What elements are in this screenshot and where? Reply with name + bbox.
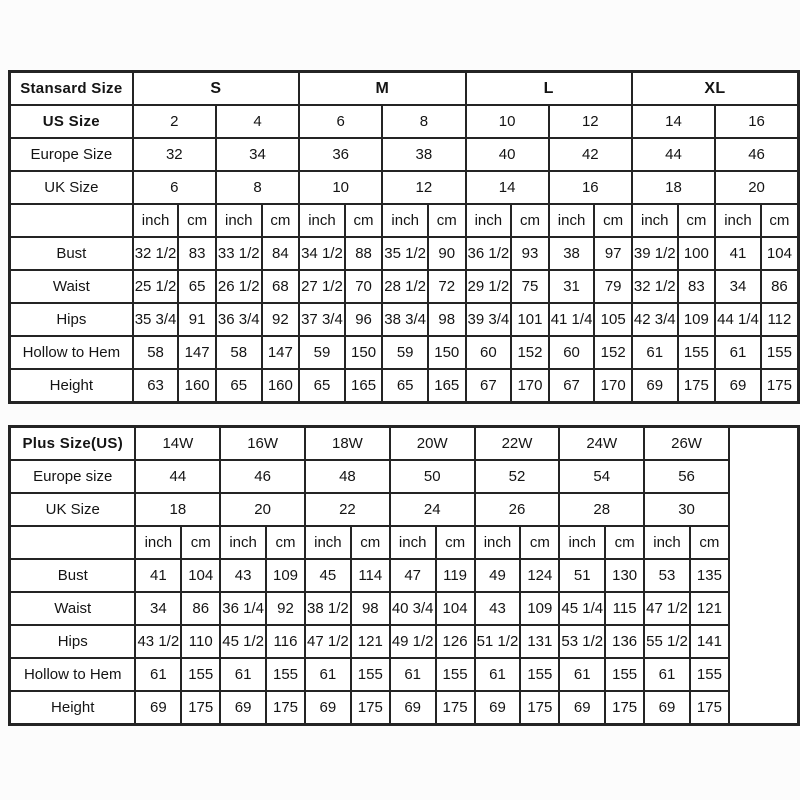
value-cell: 26 <box>475 493 560 526</box>
value-cell: 104 <box>436 592 475 625</box>
value-cell: 4 <box>216 105 299 138</box>
standard-size-table <box>8 70 800 404</box>
value-cell: 49 1/2 <box>390 625 436 658</box>
unit-header-cell: inch <box>466 204 512 237</box>
value-cell: 70 <box>345 270 382 303</box>
value-cell: 38 3/4 <box>382 303 428 336</box>
value-cell: 14 <box>632 105 715 138</box>
value-cell: 40 3/4 <box>390 592 436 625</box>
value-cell: 20 <box>715 171 798 204</box>
unit-header-cell: inch <box>220 526 266 559</box>
value-cell: 14 <box>466 171 549 204</box>
value-cell: 44 <box>632 138 715 171</box>
unit-header-cell: inch <box>135 526 181 559</box>
value-cell: 109 <box>266 559 305 592</box>
value-cell: 12 <box>382 171 465 204</box>
value-cell: 155 <box>690 658 729 691</box>
unit-header-cell: inch <box>715 204 761 237</box>
value-cell: 46 <box>220 460 305 493</box>
value-cell: 53 1/2 <box>559 625 605 658</box>
value-cell: 45 <box>305 559 351 592</box>
value-cell: 61 <box>390 658 436 691</box>
unit-header-cell: inch <box>382 204 428 237</box>
value-cell: 32 1/2 <box>133 237 179 270</box>
unit-header-cell: inch <box>299 204 345 237</box>
table-row <box>10 460 799 493</box>
value-cell: 68 <box>262 270 299 303</box>
row-label-cell: Hollow to Hem <box>10 658 136 691</box>
value-cell: 44 1/4 <box>715 303 761 336</box>
value-cell: 136 <box>605 625 644 658</box>
table-row <box>10 427 799 461</box>
value-cell: 43 <box>220 559 266 592</box>
value-cell: 42 3/4 <box>632 303 678 336</box>
row-label-cell: Bust <box>10 237 133 270</box>
value-cell: 155 <box>351 658 390 691</box>
row-label-cell <box>10 204 133 237</box>
value-cell: 155 <box>761 336 799 369</box>
value-cell: 30 <box>644 493 729 526</box>
value-cell: 121 <box>351 625 390 658</box>
value-cell: 101 <box>511 303 548 336</box>
value-cell: 61 <box>135 658 181 691</box>
row-label-cell: Waist <box>10 270 133 303</box>
value-cell: 150 <box>428 336 465 369</box>
unit-header-cell: cm <box>351 526 390 559</box>
value-cell: 88 <box>345 237 382 270</box>
value-cell: 104 <box>181 559 220 592</box>
value-cell: 93 <box>511 237 548 270</box>
unit-header-cell: inch <box>390 526 436 559</box>
value-cell: 79 <box>594 270 631 303</box>
unit-header-cell: inch <box>549 204 595 237</box>
value-cell: 18 <box>632 171 715 204</box>
size-group-header-cell: 18W <box>305 427 390 461</box>
table-row <box>10 691 799 725</box>
value-cell: 52 <box>475 460 560 493</box>
value-cell: 28 <box>559 493 644 526</box>
value-cell: 61 <box>559 658 605 691</box>
table-row <box>10 270 799 303</box>
value-cell: 69 <box>305 691 351 725</box>
unit-header-cell: cm <box>345 204 382 237</box>
row-label-cell: US Size <box>10 105 133 138</box>
value-cell: 155 <box>436 658 475 691</box>
table-row <box>10 237 799 270</box>
value-cell: 175 <box>678 369 715 403</box>
value-cell: 131 <box>520 625 559 658</box>
value-cell: 54 <box>559 460 644 493</box>
value-cell: 16 <box>549 171 632 204</box>
row-label-cell: Europe size <box>10 460 136 493</box>
value-cell: 65 <box>216 369 262 403</box>
value-cell: 75 <box>511 270 548 303</box>
value-cell: 51 1/2 <box>475 625 521 658</box>
unit-header-cell: cm <box>678 204 715 237</box>
unit-header-cell: cm <box>436 526 475 559</box>
value-cell: 36 1/4 <box>220 592 266 625</box>
table-row <box>10 493 799 526</box>
value-cell: 67 <box>549 369 595 403</box>
value-cell: 175 <box>181 691 220 725</box>
value-cell: 124 <box>520 559 559 592</box>
value-cell: 105 <box>594 303 631 336</box>
value-cell: 36 <box>299 138 382 171</box>
table-row <box>10 303 799 336</box>
value-cell: 22 <box>305 493 390 526</box>
value-cell: 155 <box>605 658 644 691</box>
value-cell: 61 <box>632 336 678 369</box>
value-cell: 175 <box>520 691 559 725</box>
value-cell: 61 <box>475 658 521 691</box>
value-cell: 58 <box>216 336 262 369</box>
table-row <box>10 625 799 658</box>
value-cell: 38 <box>549 237 595 270</box>
value-cell: 175 <box>266 691 305 725</box>
row-label-cell: Hips <box>10 303 133 336</box>
value-cell: 38 <box>382 138 465 171</box>
value-cell: 31 <box>549 270 595 303</box>
value-cell: 53 <box>644 559 690 592</box>
value-cell: 141 <box>690 625 729 658</box>
value-cell: 90 <box>428 237 465 270</box>
value-cell: 55 1/2 <box>644 625 690 658</box>
value-cell: 98 <box>428 303 465 336</box>
value-cell: 165 <box>345 369 382 403</box>
value-cell: 28 1/2 <box>382 270 428 303</box>
value-cell: 45 1/2 <box>220 625 266 658</box>
value-cell: 69 <box>715 369 761 403</box>
table-row <box>10 171 799 204</box>
table-row <box>10 526 799 559</box>
value-cell: 175 <box>351 691 390 725</box>
value-cell: 8 <box>216 171 299 204</box>
value-cell: 147 <box>178 336 215 369</box>
value-cell: 86 <box>181 592 220 625</box>
value-cell: 41 <box>135 559 181 592</box>
value-cell: 91 <box>178 303 215 336</box>
size-group-header-cell: L <box>466 72 632 106</box>
unit-header-cell: cm <box>181 526 220 559</box>
value-cell: 160 <box>178 369 215 403</box>
value-cell: 59 <box>299 336 345 369</box>
unit-header-cell: inch <box>133 204 179 237</box>
value-cell: 42 <box>549 138 632 171</box>
value-cell: 109 <box>678 303 715 336</box>
unit-header-cell: cm <box>520 526 559 559</box>
value-cell: 152 <box>511 336 548 369</box>
size-group-header-cell: XL <box>632 72 799 106</box>
value-cell: 35 3/4 <box>133 303 179 336</box>
value-cell: 33 1/2 <box>216 237 262 270</box>
size-group-header-cell: 20W <box>390 427 475 461</box>
value-cell: 155 <box>678 336 715 369</box>
row-label-cell: Plus Size(US) <box>10 427 136 461</box>
value-cell: 155 <box>520 658 559 691</box>
value-cell: 152 <box>594 336 631 369</box>
value-cell: 25 1/2 <box>133 270 179 303</box>
value-cell: 69 <box>135 691 181 725</box>
unit-header-cell: inch <box>216 204 262 237</box>
value-cell: 155 <box>266 658 305 691</box>
unit-header-cell: cm <box>690 526 729 559</box>
row-label-cell: Height <box>10 369 133 403</box>
size-group-header-cell: S <box>133 72 299 106</box>
table-row <box>10 658 799 691</box>
value-cell: 61 <box>220 658 266 691</box>
value-cell: 6 <box>133 171 216 204</box>
unit-header-cell: inch <box>305 526 351 559</box>
value-cell: 69 <box>632 369 678 403</box>
empty-cell <box>729 427 799 725</box>
value-cell: 43 1/2 <box>135 625 181 658</box>
value-cell: 16 <box>715 105 798 138</box>
value-cell: 34 <box>216 138 299 171</box>
row-label-cell: Waist <box>10 592 136 625</box>
size-group-header-cell: 16W <box>220 427 305 461</box>
value-cell: 12 <box>549 105 632 138</box>
value-cell: 40 <box>466 138 549 171</box>
value-cell: 130 <box>605 559 644 592</box>
value-cell: 41 <box>715 237 761 270</box>
value-cell: 48 <box>305 460 390 493</box>
value-cell: 175 <box>761 369 799 403</box>
value-cell: 41 1/4 <box>549 303 595 336</box>
size-group-header-cell: 24W <box>559 427 644 461</box>
value-cell: 61 <box>715 336 761 369</box>
value-cell: 86 <box>761 270 799 303</box>
value-cell: 175 <box>436 691 475 725</box>
unit-header-cell: cm <box>266 526 305 559</box>
table-row <box>10 138 799 171</box>
value-cell: 69 <box>644 691 690 725</box>
value-cell: 10 <box>299 171 382 204</box>
value-cell: 175 <box>690 691 729 725</box>
value-cell: 116 <box>266 625 305 658</box>
value-cell: 32 <box>133 138 216 171</box>
value-cell: 32 1/2 <box>632 270 678 303</box>
value-cell: 51 <box>559 559 605 592</box>
row-label-cell: Bust <box>10 559 136 592</box>
row-label-cell: Height <box>10 691 136 725</box>
value-cell: 39 1/2 <box>632 237 678 270</box>
value-cell: 150 <box>345 336 382 369</box>
table-row <box>10 559 799 592</box>
value-cell: 83 <box>678 270 715 303</box>
value-cell: 69 <box>475 691 521 725</box>
value-cell: 114 <box>351 559 390 592</box>
value-cell: 147 <box>262 336 299 369</box>
value-cell: 61 <box>644 658 690 691</box>
value-cell: 175 <box>605 691 644 725</box>
unit-header-cell: inch <box>475 526 521 559</box>
value-cell: 155 <box>181 658 220 691</box>
size-group-header-cell: 26W <box>644 427 729 461</box>
value-cell: 10 <box>466 105 549 138</box>
value-cell: 92 <box>262 303 299 336</box>
value-cell: 47 <box>390 559 436 592</box>
row-label-cell: Stansard Size <box>10 72 133 106</box>
value-cell: 39 3/4 <box>466 303 512 336</box>
value-cell: 97 <box>594 237 631 270</box>
value-cell: 50 <box>390 460 475 493</box>
unit-header-cell: inch <box>644 526 690 559</box>
row-label-cell: Hips <box>10 625 136 658</box>
value-cell: 69 <box>220 691 266 725</box>
value-cell: 170 <box>594 369 631 403</box>
value-cell: 20 <box>220 493 305 526</box>
value-cell: 8 <box>382 105 465 138</box>
value-cell: 49 <box>475 559 521 592</box>
value-cell: 6 <box>299 105 382 138</box>
unit-header-cell: cm <box>511 204 548 237</box>
value-cell: 35 1/2 <box>382 237 428 270</box>
value-cell: 119 <box>436 559 475 592</box>
unit-header-cell: cm <box>178 204 215 237</box>
value-cell: 109 <box>520 592 559 625</box>
value-cell: 121 <box>690 592 729 625</box>
value-cell: 65 <box>382 369 428 403</box>
value-cell: 67 <box>466 369 512 403</box>
value-cell: 37 3/4 <box>299 303 345 336</box>
value-cell: 83 <box>178 237 215 270</box>
value-cell: 126 <box>436 625 475 658</box>
value-cell: 26 1/2 <box>216 270 262 303</box>
unit-header-cell: cm <box>594 204 631 237</box>
value-cell: 110 <box>181 625 220 658</box>
row-label-cell <box>10 526 136 559</box>
value-cell: 98 <box>351 592 390 625</box>
value-cell: 165 <box>428 369 465 403</box>
table-row <box>10 592 799 625</box>
value-cell: 69 <box>559 691 605 725</box>
value-cell: 100 <box>678 237 715 270</box>
unit-header-cell: inch <box>632 204 678 237</box>
value-cell: 59 <box>382 336 428 369</box>
value-cell: 84 <box>262 237 299 270</box>
value-cell: 47 1/2 <box>305 625 351 658</box>
unit-header-cell: cm <box>605 526 644 559</box>
value-cell: 29 1/2 <box>466 270 512 303</box>
value-cell: 34 <box>715 270 761 303</box>
value-cell: 112 <box>761 303 799 336</box>
table-row <box>10 105 799 138</box>
value-cell: 160 <box>262 369 299 403</box>
value-cell: 18 <box>135 493 220 526</box>
value-cell: 58 <box>133 336 179 369</box>
value-cell: 65 <box>299 369 345 403</box>
row-label-cell: Hollow to Hem <box>10 336 133 369</box>
size-group-header-cell: M <box>299 72 465 106</box>
row-label-cell: Europe Size <box>10 138 133 171</box>
value-cell: 43 <box>475 592 521 625</box>
value-cell: 36 1/2 <box>466 237 512 270</box>
table-row <box>10 72 799 106</box>
size-group-header-cell: 22W <box>475 427 560 461</box>
value-cell: 92 <box>266 592 305 625</box>
value-cell: 65 <box>178 270 215 303</box>
value-cell: 38 1/2 <box>305 592 351 625</box>
value-cell: 24 <box>390 493 475 526</box>
unit-header-cell: cm <box>428 204 465 237</box>
value-cell: 96 <box>345 303 382 336</box>
value-cell: 60 <box>549 336 595 369</box>
value-cell: 34 <box>135 592 181 625</box>
value-cell: 36 3/4 <box>216 303 262 336</box>
value-cell: 2 <box>133 105 216 138</box>
value-cell: 69 <box>390 691 436 725</box>
value-cell: 45 1/4 <box>559 592 605 625</box>
value-cell: 170 <box>511 369 548 403</box>
unit-header-cell: cm <box>761 204 799 237</box>
plus-size-table <box>8 425 800 726</box>
value-cell: 34 1/2 <box>299 237 345 270</box>
value-cell: 46 <box>715 138 798 171</box>
table-row <box>10 204 799 237</box>
table-row <box>10 336 799 369</box>
unit-header-cell: inch <box>559 526 605 559</box>
value-cell: 27 1/2 <box>299 270 345 303</box>
value-cell: 72 <box>428 270 465 303</box>
value-cell: 61 <box>305 658 351 691</box>
value-cell: 115 <box>605 592 644 625</box>
value-cell: 47 1/2 <box>644 592 690 625</box>
size-group-header-cell: 14W <box>135 427 220 461</box>
unit-header-cell: cm <box>262 204 299 237</box>
value-cell: 44 <box>135 460 220 493</box>
value-cell: 63 <box>133 369 179 403</box>
table-row <box>10 369 799 403</box>
row-label-cell: UK Size <box>10 493 136 526</box>
value-cell: 60 <box>466 336 512 369</box>
row-label-cell: UK Size <box>10 171 133 204</box>
value-cell: 56 <box>644 460 729 493</box>
value-cell: 104 <box>761 237 799 270</box>
value-cell: 135 <box>690 559 729 592</box>
